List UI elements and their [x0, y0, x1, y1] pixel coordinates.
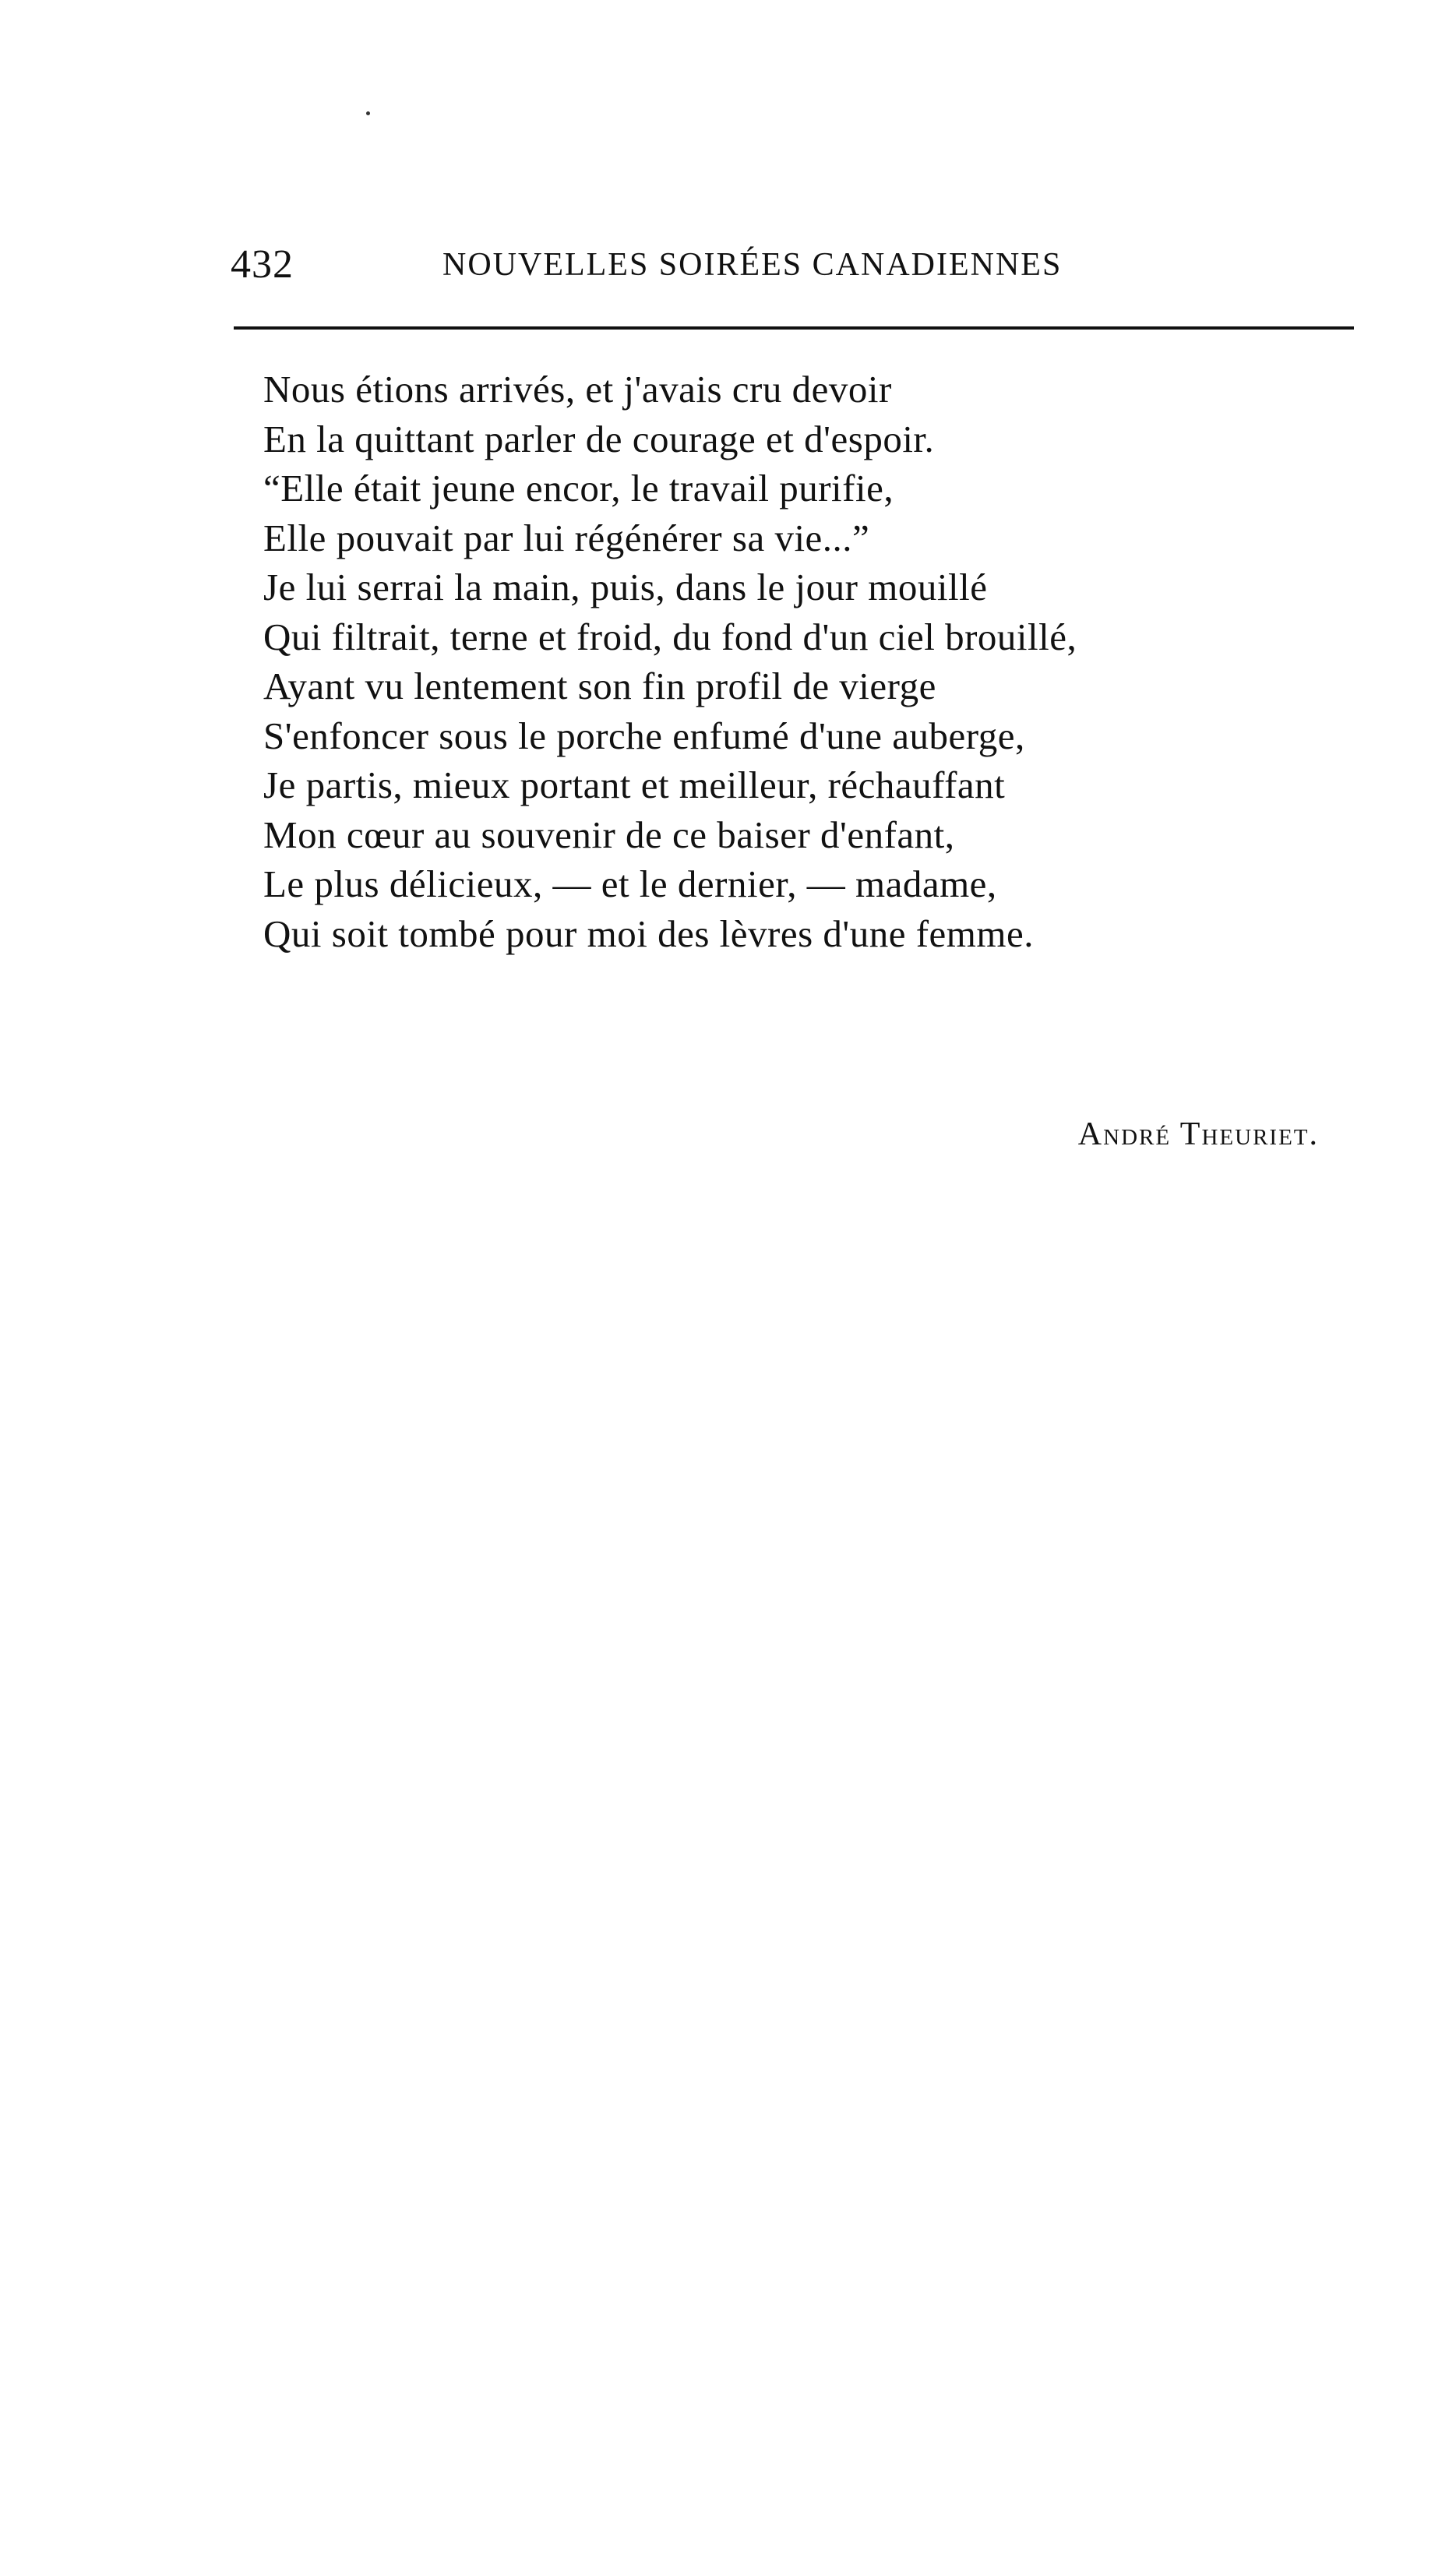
running-head-title: NOUVELLES SOIRÉES CANADIENNES: [442, 247, 1063, 283]
poem-line: Je partis, mieux portant et meilleur, réchauffant: [263, 763, 1006, 806]
poem-line: Qui soit tombé pour moi des lèvres d'une femme.: [263, 912, 1035, 955]
poem-line: Je lui serrai la main, puis, dans le jour mouillé: [263, 566, 988, 608]
page-number: 432: [231, 242, 294, 287]
author-signature: André Theuriet.: [1077, 1116, 1319, 1152]
poem-line: Nous étions arrivés, et j'avais cru devoir: [263, 368, 892, 411]
poem-stanza: [263, 365, 1077, 958]
poem-line: S'enfoncer sous le porche enfumé d'une auberge,: [263, 714, 1025, 757]
poem-line: Le plus délicieux, — et le dernier, — madame,: [263, 862, 997, 905]
poem-line: Mon cœur au souvenir de ce baiser d'enfant,: [263, 813, 955, 856]
poem-line: “Elle était jeune encor, le travail purifie,: [263, 467, 894, 510]
running-head: [231, 242, 1382, 288]
poem-line: Qui filtrait, terne et froid, du fond d'un ciel brouillé,: [263, 615, 1077, 658]
header-rule: [234, 326, 1354, 330]
ink-speck: [366, 111, 370, 115]
poem-line: Ayant vu lentement son fin profil de vierge: [263, 665, 936, 707]
poem-line: En la quittant parler de courage et d'espoir.: [263, 417, 935, 460]
poem-line: Elle pouvait par lui régénérer sa vie...”: [263, 516, 870, 559]
